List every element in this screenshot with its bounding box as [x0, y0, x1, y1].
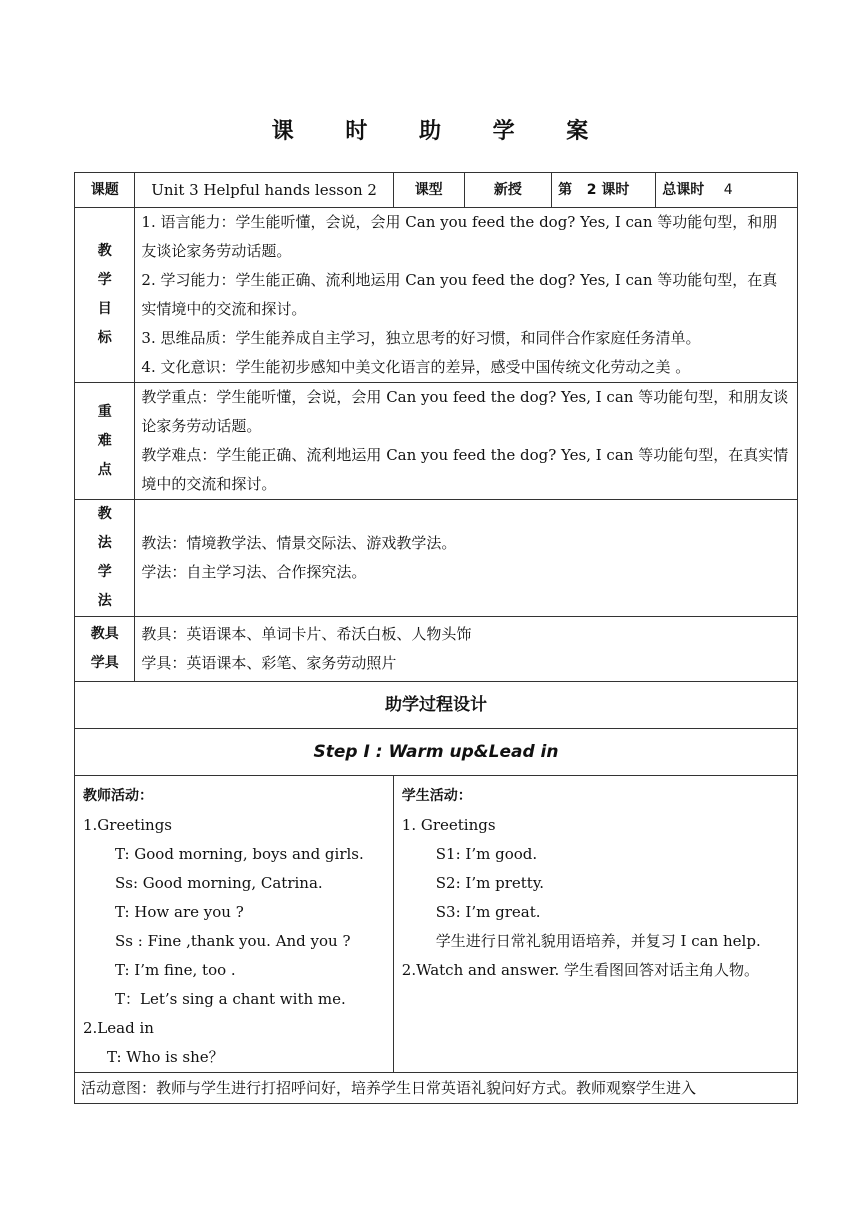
- teacher-line: 1.Greetings: [83, 816, 173, 834]
- page-title: 课 时 助 学 案: [271, 119, 611, 144]
- teacher-line: Ss: Good morning, Catrina.: [115, 874, 323, 892]
- intent-row: [75, 1073, 798, 1104]
- student-line: 1. Greetings: [401, 816, 496, 834]
- tools-content: [135, 617, 798, 682]
- student-line: S3: I’m great.: [435, 903, 541, 921]
- total-lessons-value: 4: [723, 181, 733, 198]
- method-item: 学法：自主学习法、合作探究法。: [141, 563, 367, 581]
- methods-row: [75, 500, 798, 617]
- step-title-row: [75, 729, 798, 776]
- student-line: S2: I’m pretty.: [435, 874, 545, 892]
- methods-label: 教 法 学 法: [75, 500, 135, 617]
- objectives-label: 教 学 目 标: [75, 208, 135, 383]
- section-title: 助学过程设计: [75, 682, 798, 729]
- lesson-number: [552, 173, 656, 208]
- teacher-line: T: I’m fine, too .: [115, 961, 236, 979]
- student-heading: 学生活动：: [401, 788, 472, 804]
- total-lessons: [656, 173, 798, 208]
- teacher-line: T: How are you ?: [115, 903, 244, 921]
- student-line: 学生进行日常礼貌用语培养，并复习 I can help.: [435, 932, 761, 950]
- key-points-label: 重 难 点: [75, 383, 135, 500]
- teacher-heading: 教师活动：: [83, 788, 153, 804]
- teacher-line: T: Good morning, boys and girls.: [115, 845, 364, 863]
- tools-label: 教具 学具: [75, 617, 135, 682]
- total-lessons-label: 总课时: [662, 181, 705, 198]
- topic-label: 课题: [75, 173, 135, 208]
- methods-content: [135, 500, 798, 617]
- header-row: [75, 173, 798, 208]
- type-value: 新授: [464, 173, 552, 208]
- student-activities: [393, 776, 797, 1073]
- objectives-row: [75, 208, 798, 383]
- lesson-number-value: 2: [586, 181, 597, 198]
- tool-item: 学具：英语课本、彩笔、家务劳动照片: [141, 654, 397, 672]
- teacher-activities: [75, 776, 394, 1073]
- objective-item: 4. 文化意识：学生能初步感知中美文化语言的差异，感受中国传统文化劳动之美 。: [141, 358, 691, 376]
- activity-intent: 活动意图：教师与学生进行打招呼问好，培养学生日常英语礼貌问好方式。教师观察学生进入: [75, 1073, 798, 1104]
- objective-item: 1. 语言能力：学生能听懂，会说，会用 Can you feed the dog? Yes, I can 等功能句型，和朋友谈论家务劳动话题。: [141, 213, 778, 260]
- lesson-number-suffix: 课时: [601, 181, 630, 198]
- type-label: 课型: [393, 173, 464, 208]
- lesson-plan-table: [74, 172, 798, 1104]
- topic-value: Unit 3 Helpful hands lesson 2: [135, 173, 393, 208]
- student-line: 2.Watch and answer. 学生看图回答对话主角人物。: [401, 961, 760, 979]
- key-point-item: 教学重点：学生能听懂，会说，会用 Can you feed the dog? Yes, I can 等功能句型，和朋友谈论家务劳动话题。: [141, 388, 789, 435]
- step-title: Step I : Warm up&Lead in: [75, 729, 798, 776]
- teacher-line: 2.Lead in: [83, 1019, 154, 1037]
- key-points-content: [135, 383, 798, 500]
- tools-row: [75, 617, 798, 682]
- lesson-number-prefix: 第: [558, 181, 573, 198]
- objective-item: 2. 学习能力：学生能正确、流利地运用 Can you feed the dog? Yes, I can 等功能句型，在真实情境中的交流和探讨。: [141, 271, 778, 318]
- teacher-line: Ss : Fine ,thank you. And you ?: [115, 932, 351, 950]
- key-point-item: 教学难点：学生能正确、流利地运用 Can you feed the dog? Yes, I can 等功能句型，在真实情境中的交流和探讨。: [141, 446, 789, 493]
- objectives-content: [135, 208, 798, 383]
- key-points-row: [75, 383, 798, 500]
- activities-row: [75, 776, 798, 1073]
- objective-item: 3. 思维品质：学生能养成自主学习，独立思考的好习惯，和同伴合作家庭任务清单。: [141, 329, 701, 347]
- tool-item: 教具：英语课本、单词卡片、希沃白板、人物头饰: [141, 625, 472, 643]
- student-line: S1: I’m good.: [435, 845, 538, 863]
- method-item: 教法：情境教学法、情景交际法、游戏教学法。: [141, 534, 457, 552]
- teacher-line: T：Let’s sing a chant with me.: [115, 990, 346, 1008]
- teacher-line: T: Who is she？: [107, 1048, 224, 1066]
- section-title-row: [75, 682, 798, 729]
